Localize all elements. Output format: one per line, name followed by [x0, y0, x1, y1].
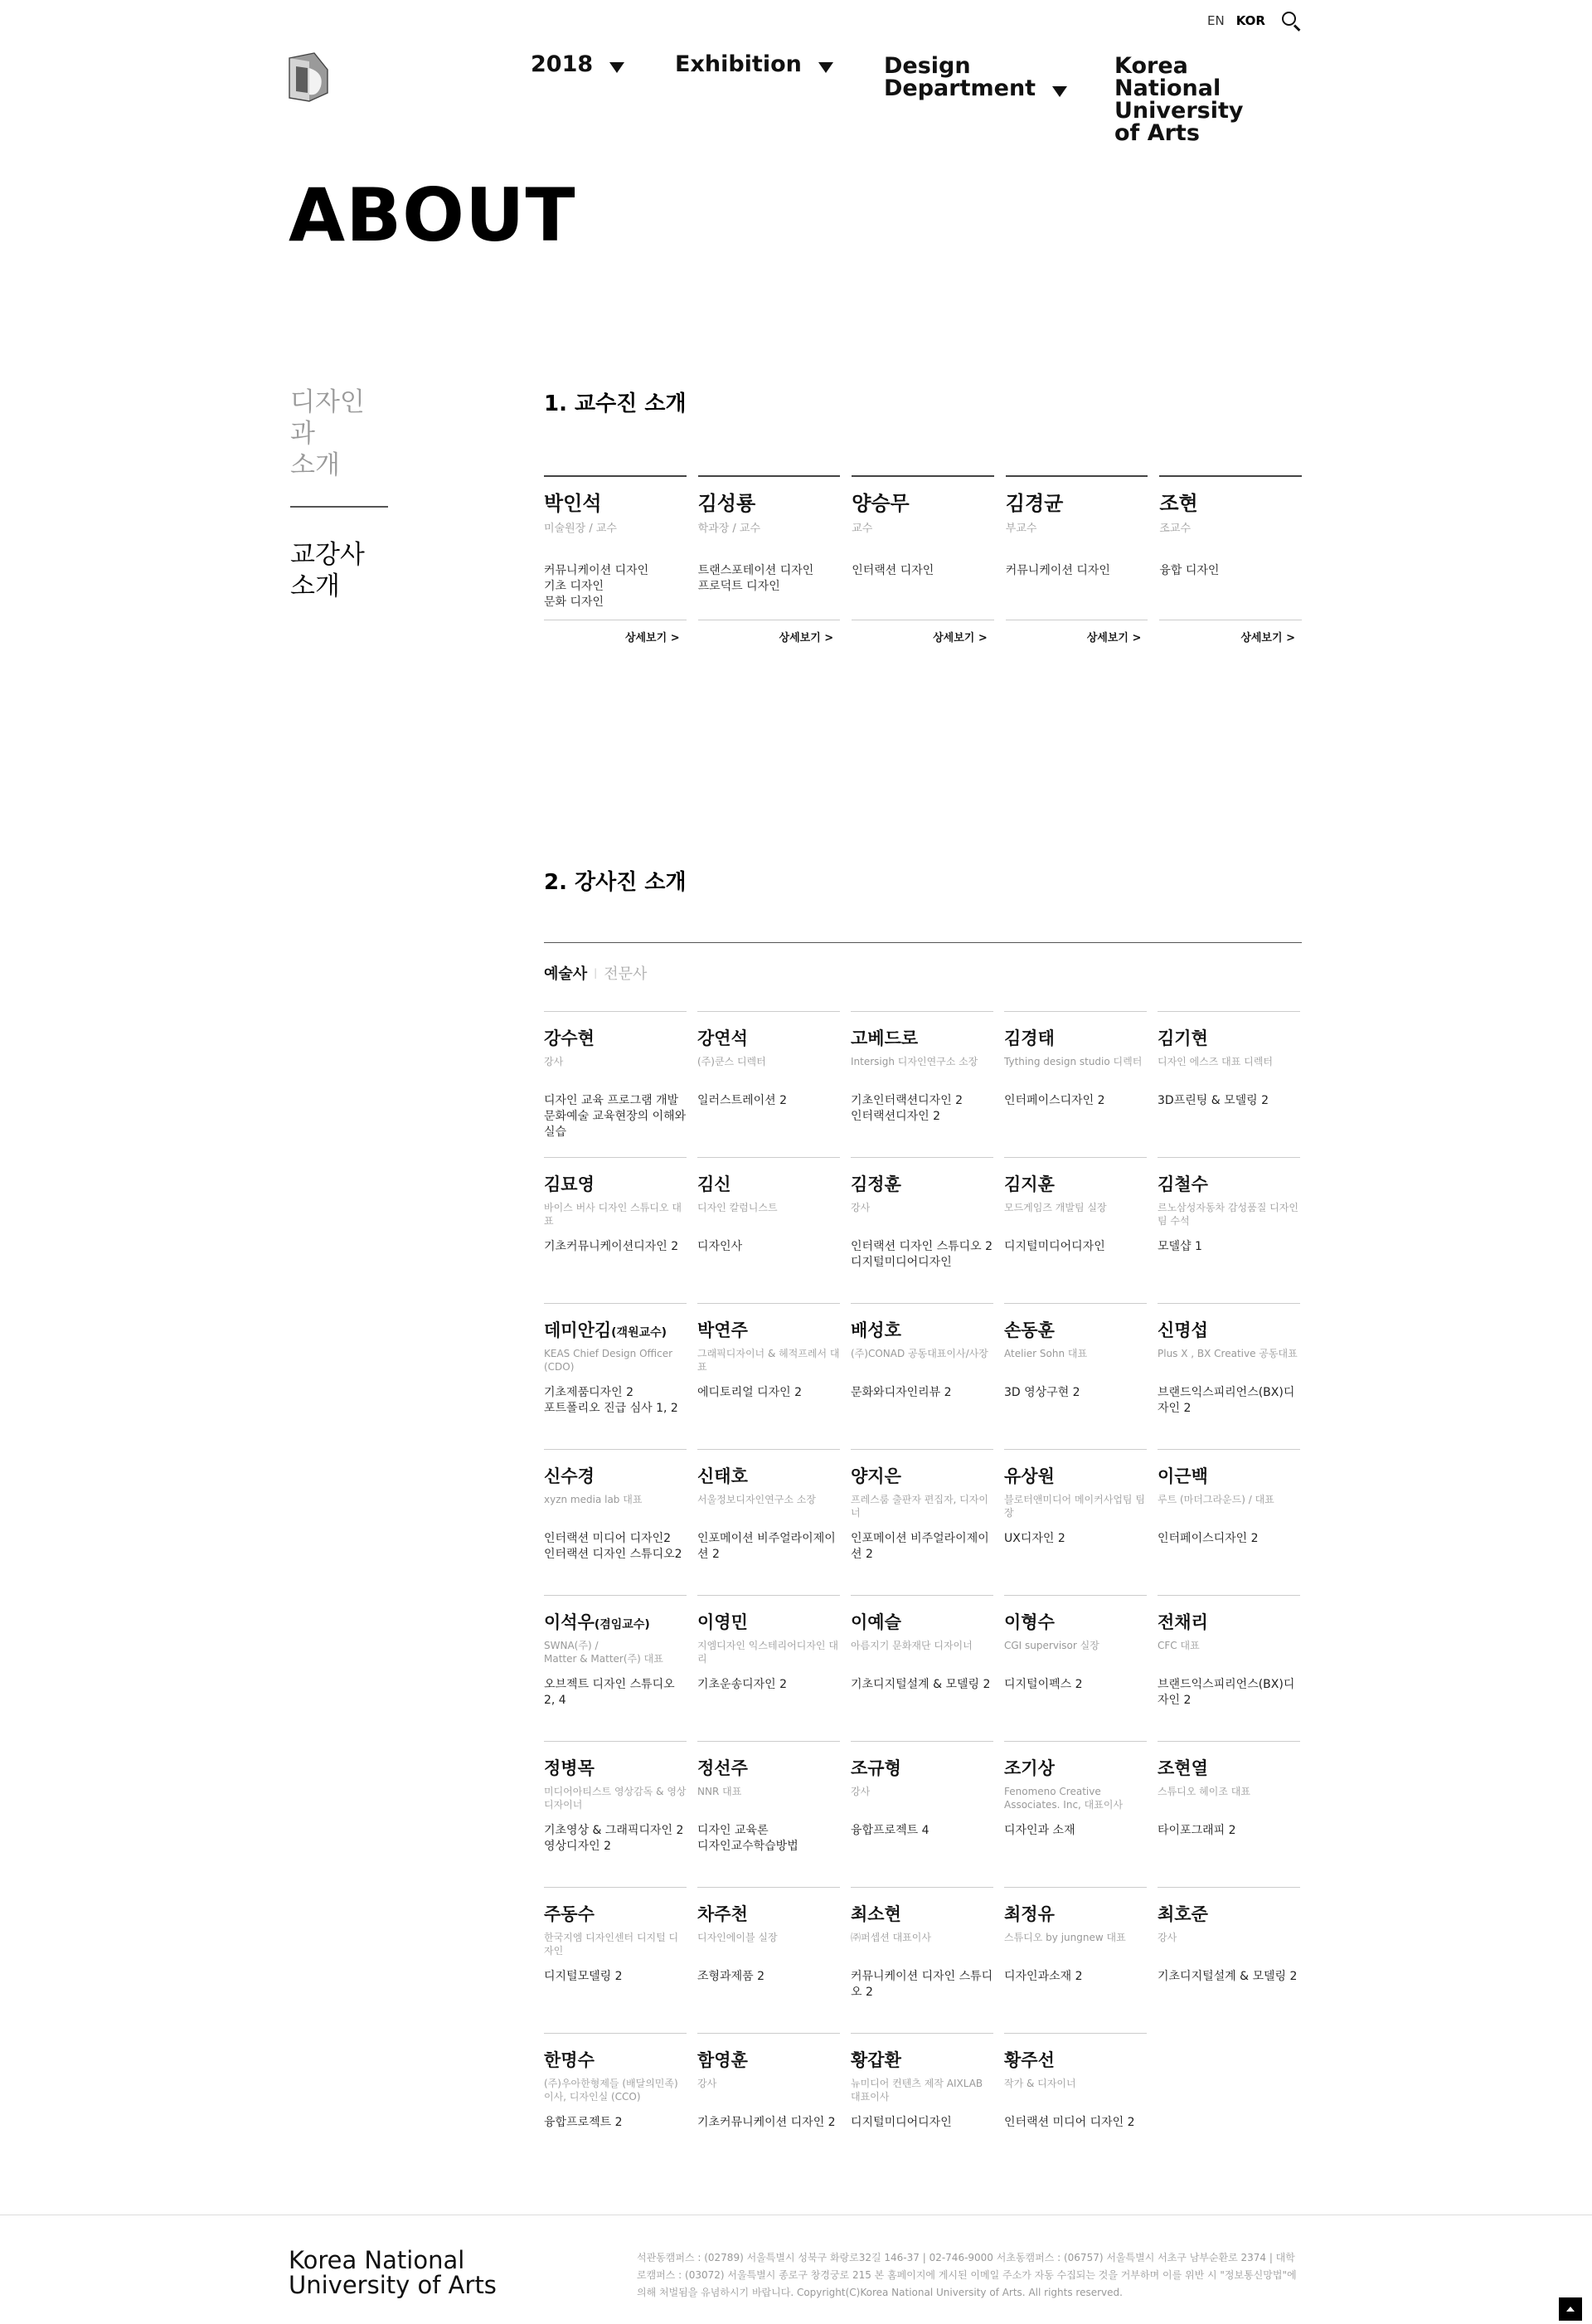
- lecturer-courses: UX디자인 2: [1004, 1532, 1065, 1545]
- lecturer-courses: 인터랙션 미디어 디자인2 인터랙션 디자인 스튜디오2: [544, 1532, 682, 1561]
- lecturer-name: 정선주: [697, 1758, 748, 1778]
- nav-item-design-department[interactable]: [884, 55, 1067, 100]
- lecturer-card: [1004, 1011, 1147, 1157]
- lecturer-name: 강연석: [697, 1028, 748, 1048]
- lecturer-name-row: [851, 1755, 993, 1780]
- search-icon[interactable]: [1280, 10, 1302, 32]
- lecturer-courses: 디지털미디어디자인: [851, 2116, 952, 2129]
- lecturer-role: 한국지엠 디자인센터 디지털 디자인: [544, 1932, 679, 1957]
- lecturer-card: [697, 1595, 840, 1741]
- lecturer-role: 아름지기 문화재단 디자이너: [851, 1640, 973, 1651]
- lecturer-courses: 디지털이펙스 2: [1004, 1678, 1083, 1691]
- lecturer-role: Plus X , BX Creative 공동대표: [1158, 1348, 1298, 1359]
- lecturer-courses: 디자인 교육론 디자인교수학습방법: [697, 1824, 798, 1853]
- lecturer-name: 한명수: [544, 2050, 595, 2070]
- lecturer-name-row: [544, 1755, 687, 1780]
- tab-undergraduate[interactable]: 예술사: [544, 965, 588, 983]
- lecturer-name-row: [544, 1609, 687, 1634]
- lecturer-role: 강사: [697, 2078, 717, 2089]
- logo-mark-icon: [284, 50, 332, 106]
- lecturer-card: [1158, 1011, 1300, 1157]
- lecturer-list: [544, 1011, 1302, 2179]
- lecturer-courses: 3D프린팅 & 모델링 2: [1158, 1094, 1269, 1107]
- lecturer-courses: 브랜드익스피리언스(BX)디자인 2: [1158, 1678, 1295, 1707]
- side-nav-item-faculty-intro[interactable]: 교강사 소개: [290, 540, 365, 601]
- lecturer-name-row: [697, 1901, 840, 1926]
- lecturer-name-row: [1158, 1317, 1300, 1342]
- lecturer-card: [851, 1303, 993, 1449]
- lecturer-courses: 3D 영상구현 2: [1004, 1386, 1080, 1399]
- lecturer-name: 차주천: [697, 1904, 748, 1924]
- lecturer-name: 주동수: [544, 1904, 595, 1924]
- section-title-lecturers: 2. 강사진 소개: [544, 870, 687, 895]
- lecturer-card: [544, 1157, 687, 1303]
- lecturer-courses: 기초디지털설계 & 모델링 2: [1158, 1970, 1298, 1983]
- lecturer-role: (주)쿤스 디렉터: [697, 1056, 766, 1067]
- nav-item-exhibition[interactable]: [675, 53, 833, 75]
- lecturer-card: [544, 2033, 687, 2179]
- lecturer-courses: 인터랙션 미디어 디자인 2: [1004, 2116, 1135, 2129]
- lecturer-card: [1004, 2033, 1147, 2179]
- lecturer-name: 김묘영: [544, 1174, 595, 1194]
- detail-link-row: [544, 620, 687, 644]
- nav-item-2018[interactable]: [531, 53, 624, 75]
- lecturer-name: 이형수: [1004, 1612, 1055, 1632]
- lecturer-name: 조규형: [851, 1758, 901, 1778]
- lecturer-name: 전채리: [1158, 1612, 1208, 1632]
- lecturer-name: 배성호: [851, 1320, 901, 1340]
- lecturer-name: 박연주: [697, 1320, 748, 1340]
- lecturer-card: [1004, 1595, 1147, 1741]
- lecturer-card: [1158, 1449, 1300, 1595]
- professor-courses: [544, 563, 687, 610]
- lecturer-card: [851, 1595, 993, 1741]
- lecturer-courses: 디지털모델링 2: [544, 1970, 623, 1983]
- lecturer-role: 서울정보디자인연구소 소장: [697, 1494, 816, 1505]
- lecturer-name-row: [851, 1901, 993, 1926]
- lecturer-card: [851, 1157, 993, 1303]
- professor-card: [1159, 475, 1302, 643]
- lecturer-courses: 기초디지털설계 & 모델링 2: [851, 1678, 991, 1691]
- lecturer-name-row: [1004, 1755, 1147, 1780]
- detail-link[interactable]: 상세보기 >: [779, 632, 834, 644]
- lecturer-role: ㈜퍼셉션 대표이사: [851, 1932, 931, 1943]
- lecturer-name: 김경태: [1004, 1028, 1055, 1048]
- lecturer-name-row: [544, 1463, 687, 1488]
- lecturer-name-row: [851, 1317, 993, 1342]
- detail-link[interactable]: 상세보기 >: [933, 632, 988, 644]
- professor-courses: [852, 563, 994, 579]
- lecturer-name: 조현열: [1158, 1758, 1208, 1778]
- professor-role: 부교수: [1005, 523, 1037, 535]
- lecturer-title-badge: (겸임교수): [594, 1618, 650, 1631]
- lecturer-courses: 기초제품디자인 2 포트폴리오 진급 심사 1, 2: [544, 1386, 678, 1415]
- nav-label: 2018: [531, 51, 594, 77]
- lecturer-name-row: [1004, 1901, 1147, 1926]
- lecturer-name-row: [1158, 1901, 1300, 1926]
- caret-down-icon: [1052, 86, 1067, 97]
- page-title: ABOUT: [289, 173, 576, 258]
- lecturer-card: [851, 1887, 993, 2033]
- lecturer-name-row: [697, 1609, 840, 1634]
- lecturer-name-row: [697, 1463, 840, 1488]
- lecturer-card: [1004, 1449, 1147, 1595]
- professor-list: [544, 475, 1302, 643]
- professor-name: 박인석: [544, 492, 602, 515]
- lecturer-courses: 디자인사: [697, 1240, 743, 1253]
- lecturer-card: [1158, 1303, 1300, 1449]
- lecturer-role: 뉴미디어 컨텐츠 제작 AIXLAB 대표이사: [851, 2078, 983, 2103]
- lecturer-name-row: [697, 1171, 840, 1196]
- lecturer-role: 미디어아티스트 영상감독 & 영상디자이너: [544, 1786, 687, 1811]
- lecturer-courses: 브랜드익스피리언스(BX)디자인 2: [1158, 1386, 1295, 1415]
- lecturer-name: 강수현: [544, 1028, 595, 1048]
- lecturer-role: 블로터앤미디어 메이커사업팀 팀장: [1004, 1494, 1145, 1519]
- lecturer-card: [697, 1303, 840, 1449]
- lecturer-name-row: [1158, 1755, 1300, 1780]
- lecturer-role: 루트 (마더그라운드) / 대표: [1158, 1494, 1274, 1505]
- lecturer-role: Fenomeno Creative Associates. Inc, 대표이사: [1004, 1786, 1124, 1811]
- lecturer-courses: 융합프로젝트 2: [544, 2116, 623, 2129]
- detail-link[interactable]: 상세보기 >: [1086, 632, 1142, 644]
- lecturer-card: [697, 2033, 840, 2179]
- lecturer-name-row: [697, 1317, 840, 1342]
- lecturer-name: 신태호: [697, 1466, 748, 1486]
- lecturer-name: 황갑환: [851, 2050, 901, 2070]
- lecturer-card: [1158, 1741, 1300, 1887]
- lecturer-courses: 기초인터랙션디자인 2 인터랙션디자인 2: [851, 1094, 963, 1123]
- lecturer-role: (주)우아한형제들 (배달의민족) 이사, 디자인실 (CCO): [544, 2078, 678, 2103]
- lecturer-card: [851, 2033, 993, 2179]
- lecturer-card: [544, 1887, 687, 2033]
- lecturer-name: 이영민: [697, 1612, 748, 1632]
- lecturer-role: CGI supervisor 실장: [1004, 1640, 1099, 1651]
- lecturer-card: [851, 1011, 993, 1157]
- course-item: 커뮤니케이션 디자인: [1005, 564, 1110, 577]
- lecturer-name-row: [544, 1171, 687, 1196]
- professor-courses: [1159, 563, 1302, 579]
- lecturer-name: 양지은: [851, 1466, 901, 1486]
- lecturer-role: 스튜디오 헤이조 대표: [1158, 1786, 1250, 1797]
- lecturer-card: [544, 1741, 687, 1887]
- lecturer-role: 디자인에이블 실장: [697, 1932, 778, 1943]
- lecturer-card: [851, 1449, 993, 1595]
- lecturer-role: 르노삼성자동차 감성품질 디자인팀 수석: [1158, 1202, 1298, 1227]
- lecturer-name-row: [1004, 2047, 1147, 2072]
- professor-name: 조현: [1159, 492, 1198, 515]
- lecturer-name: 황주선: [1004, 2050, 1055, 2070]
- detail-link[interactable]: 상세보기 >: [624, 632, 680, 644]
- lecturer-name: 김정훈: [851, 1174, 901, 1194]
- lecturer-courses: 인터페이스디자인 2: [1004, 1094, 1105, 1107]
- professor-courses: [1006, 563, 1148, 579]
- lecturer-courses: 기초커뮤니케이션 디자인 2: [697, 2116, 836, 2129]
- lecturer-role: 강사: [851, 1786, 871, 1797]
- professor-card: [1006, 475, 1148, 643]
- lecturer-name-row: [1004, 1317, 1147, 1342]
- lecturer-card: [1158, 1157, 1300, 1303]
- lecturer-name: 함영훈: [697, 2050, 748, 2070]
- course-item: 트랜스포테이션 디자인: [697, 564, 814, 577]
- footer-logo[interactable]: Korea National University of Arts: [289, 2246, 497, 2299]
- lecturer-card: [697, 1157, 840, 1303]
- lecturer-role: SWNA(주) / Matter & Matter(주) 대표: [544, 1640, 663, 1665]
- lecturer-card: [1004, 1741, 1147, 1887]
- section-divider: [544, 942, 1302, 943]
- lecturer-name-row: [1004, 1025, 1147, 1050]
- lecturer-name: 김지훈: [1004, 1174, 1055, 1194]
- course-item: 기초 디자인: [544, 580, 604, 593]
- lecturer-name-row: [851, 2047, 993, 2072]
- lecturer-name: 최소현: [851, 1904, 901, 1924]
- course-item: 커뮤니케이션 디자인: [544, 564, 649, 577]
- lecturer-name-row: [544, 1901, 687, 1926]
- lecturer-card: [697, 1887, 840, 2033]
- detail-link[interactable]: 상세보기 >: [1240, 632, 1295, 644]
- lecturer-role: 모드게임즈 개발팀 실장: [1004, 1202, 1107, 1213]
- professor-role: 미술원장 / 교수: [544, 523, 617, 535]
- footer-info: 석관동캠퍼스 : (02789) 서울특별시 성북구 화랑로32길 146-37 | 02-746-9000 서초동캠퍼스 : (06757) 서울특별시 서초구 남부순환로 2374 | 대학로캠퍼스 : (03072) 서울특별시 종로구 창경궁로 215 본 홈페이지에 게시된 이메일 주소가 자동 수집되는 것을 거부하며 이를 위반 시 "정보통신망법"에 의해 처벌됨을 유념하시기 바랍니다. Copyright(C)Korea National University of Arts. All rights reserved.: [637, 2252, 1297, 2298]
- lecturer-courses: 인터랙션 디자인 스튜디오 2 디지털미디어디자인: [851, 1240, 993, 1269]
- lecturer-name: 고베드로: [851, 1028, 919, 1048]
- lecturer-courses: 타이포그래피 2: [1158, 1824, 1236, 1837]
- lecturer-card: [544, 1303, 687, 1449]
- lecturer-courses: 모델샵 1: [1158, 1240, 1202, 1253]
- professor-card: [852, 475, 994, 643]
- lecturer-card: [1004, 1303, 1147, 1449]
- lecturer-role: (주)CONAD 공동대표이사/사장: [851, 1348, 988, 1359]
- chevron-up-icon: [1566, 2307, 1575, 2312]
- tab-graduate[interactable]: 전문사: [604, 965, 648, 983]
- lecturer-courses: 융합프로젝트 4: [851, 1824, 929, 1837]
- lecturer-name: 조기상: [1004, 1758, 1055, 1778]
- lecturer-name-row: [851, 1025, 993, 1050]
- lecturer-card: [1004, 1157, 1147, 1303]
- professor-courses: [698, 563, 841, 595]
- lecturer-name-row: [1004, 1171, 1147, 1196]
- lecturer-courses: 인터페이스디자인 2: [1158, 1532, 1259, 1545]
- lecturer-name: 이석우: [544, 1612, 595, 1632]
- lecturer-role: KEAS Chief Design Officer (CDO): [544, 1348, 673, 1373]
- lecturer-role: 강사: [851, 1202, 871, 1213]
- language-switcher: [1207, 10, 1302, 32]
- detail-link-row: [852, 620, 994, 644]
- lecturer-courses: 디지털미디어디자인: [1004, 1240, 1105, 1253]
- lecturer-name: 신명섭: [1158, 1320, 1208, 1340]
- lecturer-courses: 일러스트레이션 2: [697, 1094, 788, 1107]
- course-item: 인터랙션 디자인: [852, 564, 934, 577]
- professor-role: 교수: [852, 523, 873, 535]
- lecturer-card: [697, 1449, 840, 1595]
- tab-separator: |: [594, 967, 598, 979]
- lecturer-role: NNR 대표: [697, 1786, 742, 1797]
- lecturer-card: [1004, 1887, 1147, 2033]
- lecturer-card: [544, 1595, 687, 1741]
- lecturer-role: 강사: [544, 1056, 564, 1067]
- lecturer-role: Intersigh 디자인연구소 소장: [851, 1056, 978, 1067]
- detail-link-row: [1159, 620, 1302, 644]
- professor-card: [698, 475, 841, 643]
- detail-link-row: [1006, 620, 1148, 644]
- lecturer-role: 강사: [1158, 1932, 1177, 1943]
- lecturer-name: 유상원: [1004, 1466, 1055, 1486]
- professor-role: 학과장 / 교수: [697, 523, 761, 535]
- lecturer-name: 정병목: [544, 1758, 595, 1778]
- nav-label: Design Department: [884, 53, 1036, 101]
- nav-item-university[interactable]: [1114, 55, 1243, 144]
- lecturer-courses: 디자인과소재 2: [1004, 1970, 1083, 1983]
- lecturer-courses: 에디토리얼 디자인 2: [697, 1386, 802, 1399]
- lecturer-role: 디자인 에스즈 대표 디렉터: [1158, 1056, 1273, 1067]
- lang-kor-link[interactable]: KOR: [1235, 13, 1265, 28]
- lecturer-courses: 조형과제품 2: [697, 1970, 764, 1983]
- lecturer-role: 그래픽디자이너 & 헤적프레서 대표: [697, 1348, 840, 1373]
- lecturer-title-badge: (객원교수): [611, 1326, 667, 1339]
- site-logo[interactable]: [284, 50, 332, 106]
- lecturer-courses: 디자인 교육 프로그램 개발 문화예술 교육현장의 이해와 실습: [544, 1094, 687, 1139]
- side-nav-divider: [290, 506, 388, 508]
- section-title-professors: 1. 교수진 소개: [544, 391, 687, 416]
- lecturer-name: 손동훈: [1004, 1320, 1055, 1340]
- lecturer-role: 작가 & 디자이너: [1004, 2078, 1076, 2089]
- lecturer-courses: 기초커뮤니케이션디자인 2: [544, 1240, 679, 1253]
- lecturer-role: 디자인 칼럼니스트: [697, 1202, 778, 1213]
- lecturer-name-row: [1158, 1025, 1300, 1050]
- lecturer-role: xyzn media lab 대표: [544, 1494, 643, 1505]
- lecturer-name: 김신: [697, 1174, 731, 1194]
- side-nav: [290, 387, 388, 602]
- course-item: 융합 디자인: [1159, 564, 1220, 577]
- lecturer-name-row: [697, 1755, 840, 1780]
- lecturer-courses: 인포메이션 비주얼라이제이션 2: [697, 1532, 836, 1561]
- lecturer-courses: 문화와디자인리뷰 2: [851, 1386, 952, 1399]
- lecturer-courses: 오브젝트 디자인 스튜디오 2, 4: [544, 1678, 675, 1707]
- lecturer-name-row: [851, 1463, 993, 1488]
- lecturer-role: 지엠디자인 익스테리어디자인 대리: [697, 1640, 838, 1665]
- professor-name: 김성룡: [697, 492, 756, 515]
- lecturer-name: 신수경: [544, 1466, 595, 1486]
- lecturer-courses: 기초영상 & 그래픽디자인 2 영상디자인 2: [544, 1824, 684, 1853]
- lecturer-role: 프레스룸 출판자 편집자, 디자이너: [851, 1494, 988, 1519]
- lecturer-name: 최호준: [1158, 1904, 1208, 1924]
- lecturer-name-row: [544, 1025, 687, 1050]
- lecturer-name-row: [1158, 1463, 1300, 1488]
- course-item: 문화 디자인: [544, 596, 604, 609]
- lecturer-name: 이근백: [1158, 1466, 1208, 1486]
- lecturer-name: 데미안김: [544, 1320, 612, 1340]
- lecturer-card: [544, 1011, 687, 1157]
- lecturer-courses: 디자인과 소재: [1004, 1824, 1075, 1837]
- lecturer-card: [544, 1449, 687, 1595]
- lecturer-name-row: [1158, 1171, 1300, 1196]
- caret-down-icon: [609, 62, 624, 73]
- lecturer-role: 스튜디오 by jungnew 대표: [1004, 1932, 1126, 1943]
- nav-label: Exhibition: [675, 51, 802, 77]
- lecturer-name-row: [1004, 1609, 1147, 1634]
- lecturer-card: [851, 1741, 993, 1887]
- lecturer-name-row: [1158, 1609, 1300, 1634]
- lecturer-card: [697, 1741, 840, 1887]
- lecturer-name: 김철수: [1158, 1174, 1208, 1194]
- lecturer-name-row: [851, 1609, 993, 1634]
- lecturer-role: Atelier Sohn 대표: [1004, 1348, 1088, 1359]
- lecturer-tabs: [544, 962, 647, 984]
- lecturer-name-row: [697, 2047, 840, 2072]
- lecturer-courses: 커뮤니케이션 디자인 스튜디오 2: [851, 1970, 993, 1999]
- lecturer-name-row: [851, 1171, 993, 1196]
- lecturer-name: 최정유: [1004, 1904, 1055, 1924]
- professor-name: 김경균: [1005, 492, 1064, 515]
- lecturer-role: Tything design studio 디렉터: [1004, 1056, 1143, 1067]
- lecturer-card: [697, 1011, 840, 1157]
- nav-label: Korea National University of Arts: [1114, 53, 1244, 146]
- lecturer-name-row: [544, 2047, 687, 2072]
- lecturer-card: [1158, 1595, 1300, 1741]
- lecturer-name: 김기현: [1158, 1028, 1208, 1048]
- lang-en-link[interactable]: EN: [1207, 13, 1225, 28]
- lecturer-name: 이예슬: [851, 1612, 901, 1632]
- professor-role: 조교수: [1159, 523, 1192, 535]
- lecturer-role: CFC 대표: [1158, 1640, 1200, 1651]
- detail-link-row: [698, 620, 841, 644]
- lecturer-name-row: [697, 1025, 840, 1050]
- professor-card: [544, 475, 687, 643]
- course-item: 프로덕트 디자인: [697, 580, 780, 593]
- lecturer-name-row: [1004, 1463, 1147, 1488]
- lecturer-role: 바이스 버사 디자인 스튜디오 대표: [544, 1202, 682, 1227]
- lecturer-name-row: [544, 1317, 687, 1342]
- professor-name: 양승무: [852, 492, 910, 515]
- lecturer-card: [1158, 1887, 1300, 2033]
- caret-down-icon: [818, 62, 833, 73]
- scroll-top-button[interactable]: [1559, 2297, 1582, 2321]
- lecturer-courses: 인포메이션 비주얼라이제이션 2: [851, 1532, 989, 1561]
- side-nav-item-department-intro[interactable]: 디자인과 소개: [290, 387, 365, 480]
- lecturer-courses: 기초운송디자인 2: [697, 1678, 788, 1691]
